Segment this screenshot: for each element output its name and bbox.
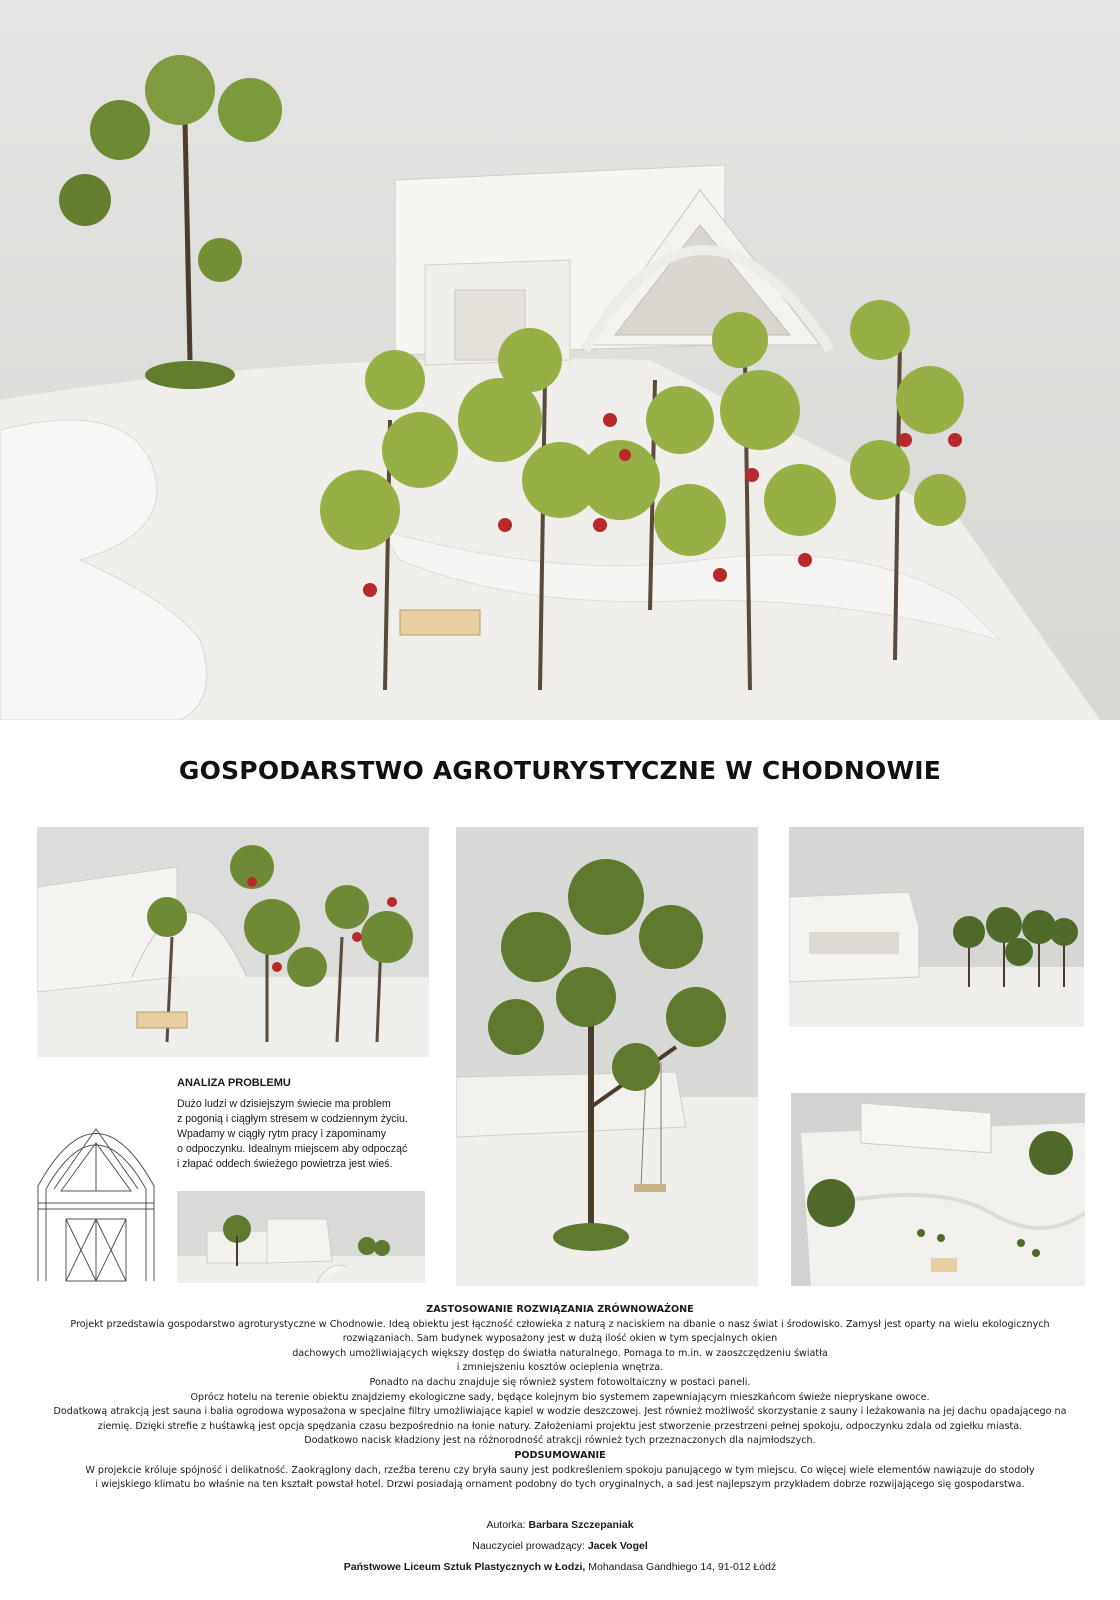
author-label: Autorka: xyxy=(486,1519,526,1531)
credits xyxy=(0,1519,1120,1582)
school-name: Państwowe Liceum Sztuk Plastycznych w Łodzi, xyxy=(343,1561,586,1573)
summary-line: W projekcie króluje spójność i delikatność. Zaokrąglony dach, rzeźba terenu czy bryła sauny jest podkreśleniem spokoju panującego w tym miejscu. Co więcej wiele elementów nawiązuje do stodoły xyxy=(85,1464,1035,1476)
problem-analysis-section xyxy=(177,1077,417,1172)
author-name: Barbara Szczepaniak xyxy=(528,1519,634,1531)
analysis-line: Dużo ludzi w dzisiejszym świecie ma problem xyxy=(177,1098,391,1110)
summary-line: i wiejskiego klimatu bo właśnie na ten kształt powstał hotel. Drzwi posiadają ornament podobny do tych oryginalnych, a sad jest najlepszym przykładem dobrze rozwijającego się gospodarstwa. xyxy=(95,1479,1025,1491)
hero-model-photo xyxy=(0,0,1120,720)
sustainability-line: ziemię. Dzięki strefie z huśtawką jest opcja spędzania czasu bezpośrednio na łonie natury. Założeniami projektu jest stworzenie przestrzeni pełnej spokoju, odpoczynku zdala od zgiełku miasta. xyxy=(97,1420,1023,1432)
author-credit xyxy=(0,1519,1120,1540)
analysis-text xyxy=(177,1097,417,1172)
barn-sketch-drawing xyxy=(33,1101,159,1283)
sustainability-line: Projekt przedstawia gospodarstwo agroturystyczne w Chodnowie. Ideą obiektu jest łączność człowieka z naturą z naciskiem na dbanie o nasz świat i środowisko. Zamysł jest oparty na wielu ekologicznych xyxy=(70,1318,1050,1330)
sustainability-line: i zmniejszeniu kosztów ocieplenia wnętrza. xyxy=(456,1362,664,1374)
sustainability-heading: ZASTOSOWANIE ROZWIĄZANIA ZRÓWNOWAŻONE xyxy=(426,1304,694,1315)
side-view-photo xyxy=(789,827,1084,1027)
top-view-photo xyxy=(791,1093,1085,1286)
page-title: GOSPODARSTWO AGROTURYSTYCZNE W CHODNOWIE xyxy=(178,756,942,785)
sustainability-line: Oprócz hotelu na terenie obiektu znajdziemy ekologiczne sady, będące kolejnym bio systemem zapewniającym mieszkańcom świeże niepryskane owoce. xyxy=(190,1391,930,1403)
school-address: Mohandasa Gandhiego 14, 91-012 Łódź xyxy=(588,1561,777,1573)
sustainability-line: rozwiązaniach. Sam budynek wyposażony jest w dużą ilość okien w tym specjalnych okien xyxy=(342,1333,778,1345)
teacher-credit xyxy=(0,1540,1120,1561)
front-view-photo xyxy=(177,1191,425,1283)
sustainability-line: dachowych umożliwiających większy dostęp do światła naturalnego. Pomaga to m.in. w zaoszczędzeniu światła xyxy=(292,1347,828,1359)
sustainability-line: Ponadto na dachu znajduje się również system fotowoltaiczny w postaci paneli. xyxy=(369,1376,751,1388)
summary-heading: PODSUMOWANIE xyxy=(514,1449,606,1461)
teacher-label: Nauczyciel prowadzący: xyxy=(472,1540,585,1552)
analysis-line: Wpadamy w ciągły rytm pracy i zapominamy xyxy=(177,1128,386,1140)
analysis-heading: ANALIZA PROBLEMU xyxy=(177,1077,291,1089)
teacher-name: Jacek Vogel xyxy=(587,1540,648,1552)
tree-swing-photo xyxy=(456,827,758,1286)
sustainability-line: Dodatkowo nacisk kładziony jest na różnorodność atrakcji również tych przeznaczonych dla najmłodszych. xyxy=(304,1435,816,1447)
school-credit xyxy=(0,1561,1120,1582)
analysis-line: z pogonią i ciągłym stresem w codziennym życiu. xyxy=(177,1113,408,1125)
analysis-line: i złapać oddech świeżego powietrza jest wieś. xyxy=(177,1158,393,1170)
sustainability-line: Dodatkową atrakcją jest sauna i balia ogrodowa wyposażona w specjalne filtry umożliwiające kąpiel w wodzie deszczowej. Jest również możliwość skorzystanie z sauny i leżakowania na jej dachu opadającego na xyxy=(53,1406,1067,1418)
analysis-line: o odpoczynku. Idealnym miejscem aby odpocząć xyxy=(177,1143,408,1155)
description-section xyxy=(30,1303,1090,1493)
barn-orchard-photo xyxy=(37,827,429,1057)
